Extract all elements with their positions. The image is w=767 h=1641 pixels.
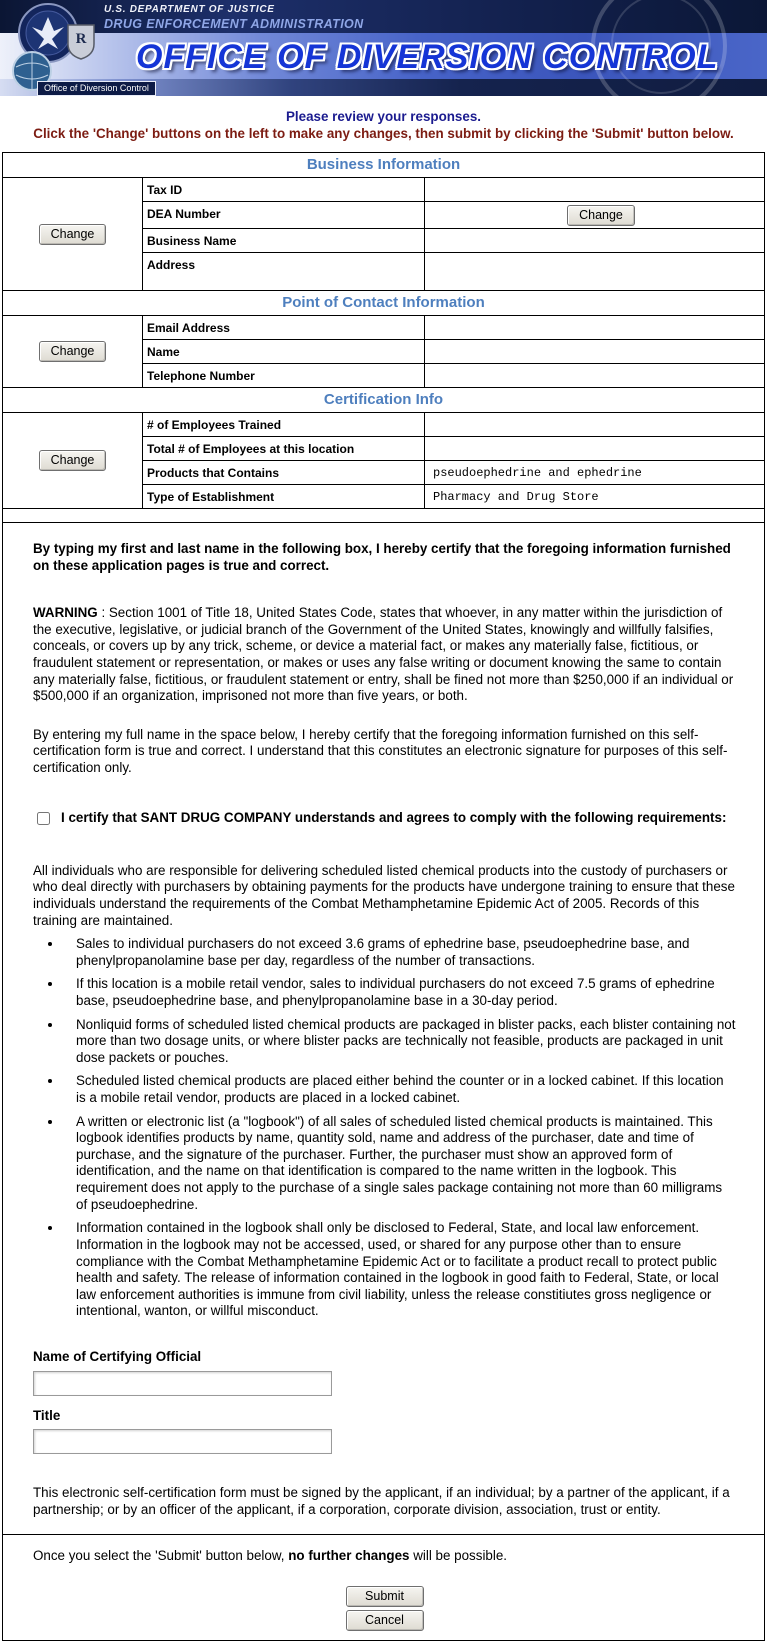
- title-input[interactable]: [33, 1429, 332, 1454]
- title-label: Title: [33, 1407, 61, 1423]
- change-certification-button[interactable]: Change: [39, 450, 107, 471]
- change-cell-certification: [3, 413, 143, 508]
- instructions: [0, 96, 767, 152]
- instruction-line-2: Click the 'Change' buttons on the left to make any changes, then submit by clicking the 'Submit' button below.: [33, 126, 734, 141]
- row-label: Telephone Number: [143, 364, 425, 387]
- esignature-paragraph: By entering my full name in the space below, I hereby certify that the foregoing information furnished on this self-certification form is true and correct. I understand that this constitutes an electronic signature for purposes of this self-certification only.: [33, 726, 728, 776]
- row-value: [425, 340, 764, 363]
- table-row: [143, 437, 764, 461]
- change-business-button[interactable]: Change: [39, 224, 107, 245]
- row-value: pseudoephedrine and ephedrine: [433, 466, 642, 480]
- row-label: # of Employees Trained: [143, 413, 425, 436]
- row-label: Address: [143, 253, 425, 290]
- row-value: [425, 413, 764, 436]
- svg-text:R: R: [75, 31, 87, 47]
- final-note-prefix: Once you select the 'Submit' button below,: [33, 1548, 289, 1564]
- row-label: Email Address: [143, 316, 425, 339]
- cancel-button[interactable]: Cancel: [346, 1610, 424, 1631]
- signature-note: This electronic self-certification form must be signed by the applicant, if an individual; by a partner of the applicant, if a partnership; or by an officer of the applicant, if a corporation, corporate division, association, trust or entity.: [33, 1485, 730, 1517]
- requirements-list: [63, 936, 736, 1320]
- section-title-certification: Certification Info: [3, 388, 764, 413]
- certification-text: [3, 523, 764, 1534]
- certifying-official-label: Name of Certifying Official: [33, 1348, 202, 1364]
- change-contact-button[interactable]: Change: [39, 341, 107, 362]
- page-header: [0, 0, 767, 96]
- table-row: [143, 340, 764, 364]
- department-line: U.S. DEPARTMENT OF JUSTICE: [104, 4, 275, 15]
- row-value: [425, 253, 764, 290]
- requirement-item: • If this location is a mobile retail vendor, sales to individual purchasers do not exceed 7.5 grams of ephedrine base, pseudoephedrine base, and phenylpropanolamine base in a 30-day period.: [63, 976, 736, 1009]
- row-value: [425, 364, 764, 387]
- row-value: [425, 202, 764, 228]
- administration-line: DRUG ENFORCEMENT ADMINISTRATION: [104, 17, 364, 31]
- section-business: [3, 178, 764, 291]
- instruction-line-1: Please review your responses.: [285, 109, 481, 124]
- certify-statement: I certify that SANT DRUG COMPANY understands and agrees to comply with the following requirements:: [61, 809, 727, 825]
- review-table: [2, 152, 765, 1641]
- row-value: Pharmacy and Drug Store: [433, 490, 599, 504]
- requirement-item: • Information contained in the logbook shall only be disclosed to Federal, State, and local law enforcement. Information in the logbook may not be accessed, used, or shared for any purpose other than to ensure compliance with the Combat Methamphetamine Epidemic Act or to facilitate a product recall to protect public health and safety. The release of information contained in the logbook in good faith to Federal, State, or local law enforcement authorities is immune from civil liability, unless the release constitiutes gross negligence or intentional, wanton, or willful misconduct.: [63, 1220, 736, 1320]
- table-row: [143, 364, 764, 387]
- row-label: Name: [143, 340, 425, 363]
- section-title-business: Business Information: [3, 153, 764, 178]
- change-dea-button[interactable]: Change: [567, 205, 635, 226]
- page-title: OFFICE OF DIVERSION CONTROL: [136, 38, 719, 76]
- final-section: [3, 1534, 764, 1640]
- submit-button[interactable]: Submit: [346, 1586, 424, 1607]
- training-paragraph: All individuals who are responsible for delivering scheduled listed chemical products into the custody of purchasers or who deal directly with purchasers by obtaining payments for the products have undergone training to ensure that these individuals understand the requirements of the Combat Methamphetamine Epidemic Act of 2005. Records of this training are maintained.: [33, 862, 735, 928]
- section-title-contact: Point of Contact Information: [3, 291, 764, 316]
- row-label: DEA Number: [143, 202, 425, 228]
- row-label: Tax ID: [143, 178, 425, 201]
- certify-checkbox[interactable]: [37, 812, 50, 825]
- diversion-badge: Office of Diversion Control: [37, 81, 156, 96]
- row-label: Business Name: [143, 229, 425, 252]
- final-note-suffix: will be possible.: [409, 1548, 508, 1564]
- warning-paragraph: [33, 605, 736, 705]
- table-row: [143, 413, 764, 437]
- row-label: Products that Contains: [143, 461, 425, 484]
- warning-label: WARNING: [33, 605, 98, 621]
- table-row: [143, 178, 764, 202]
- table-row: [143, 461, 764, 485]
- certify-line: [33, 810, 736, 828]
- change-cell-contact: [3, 316, 143, 387]
- table-row: [143, 253, 764, 290]
- row-value: [425, 229, 764, 252]
- requirement-item: • Nonliquid forms of scheduled listed chemical products are packaged in blister packs, each blister containing not more than two dosage units, or where blister packs are technically not feasible, products are packaged in unit dose packets or pouches.: [63, 1017, 736, 1067]
- spacer-row: [3, 509, 764, 523]
- section-certification: [3, 413, 764, 509]
- requirement-item: • Scheduled listed chemical products are placed either behind the counter or in a locked cabinet. If this location is a mobile retail vendor, products are placed in a locked cabinet.: [63, 1073, 736, 1106]
- row-value: [425, 437, 764, 460]
- submit-area: [33, 1586, 736, 1631]
- requirement-item: • Sales to individual purchasers do not exceed 3.6 grams of ephedrine base, pseudoephedrine base, and phenylpropanolamine base per day, regardless of the number of transactions.: [63, 936, 736, 969]
- row-label: Type of Establishment: [143, 485, 425, 508]
- table-row: [143, 229, 764, 253]
- section-contact: [3, 316, 764, 388]
- final-note: [33, 1548, 736, 1563]
- certifying-official-input[interactable]: [33, 1371, 332, 1396]
- change-cell-business: [3, 178, 143, 290]
- table-row: [143, 485, 764, 508]
- requirement-item: • A written or electronic list (a "logbook") of all sales of scheduled listed chemical products is maintained. This logbook identifies products by name, quantity sold, name and address of the purchaser, date and time of purchase, and the signature of the purchaser. Further, the purchaser must show an approved form of identification, and the name on that identification is compared to the name written in the logbook. This requirement does not apply to the purchase of a single sales package containing not more than 60 milligrams of pseudoephedrine.: [63, 1114, 736, 1214]
- final-note-bold: no further changes: [288, 1548, 410, 1564]
- table-row: [143, 202, 764, 229]
- row-value: [425, 316, 764, 339]
- warning-text: : Section 1001 of Title 18, United States Code, states that whoever, in any matter within the jurisdiction of the executive, legislative, or judicial branch of the Government of the United States, knowingly and willfully falsifies, conceals, or covers up by any trick, scheme, or device a material fact, or makes any materially false, fictitious, or fraudulent statement or representation, or makes or uses any false writing or document knowing the same to contain any materially false, fictitious, or fraudulent statement or entry, shall be fined not more than $250,000 if an individual or $500,000 if an organization, imprisoned not more than five years, or both.: [33, 605, 734, 704]
- row-value: [425, 178, 764, 201]
- row-label: Total # of Employees at this location: [143, 437, 425, 460]
- certify-intro: By typing my first and last name in the following box, I hereby certify that the foregoing information furnished on these application pages is true and correct.: [33, 541, 731, 573]
- table-row: [143, 316, 764, 340]
